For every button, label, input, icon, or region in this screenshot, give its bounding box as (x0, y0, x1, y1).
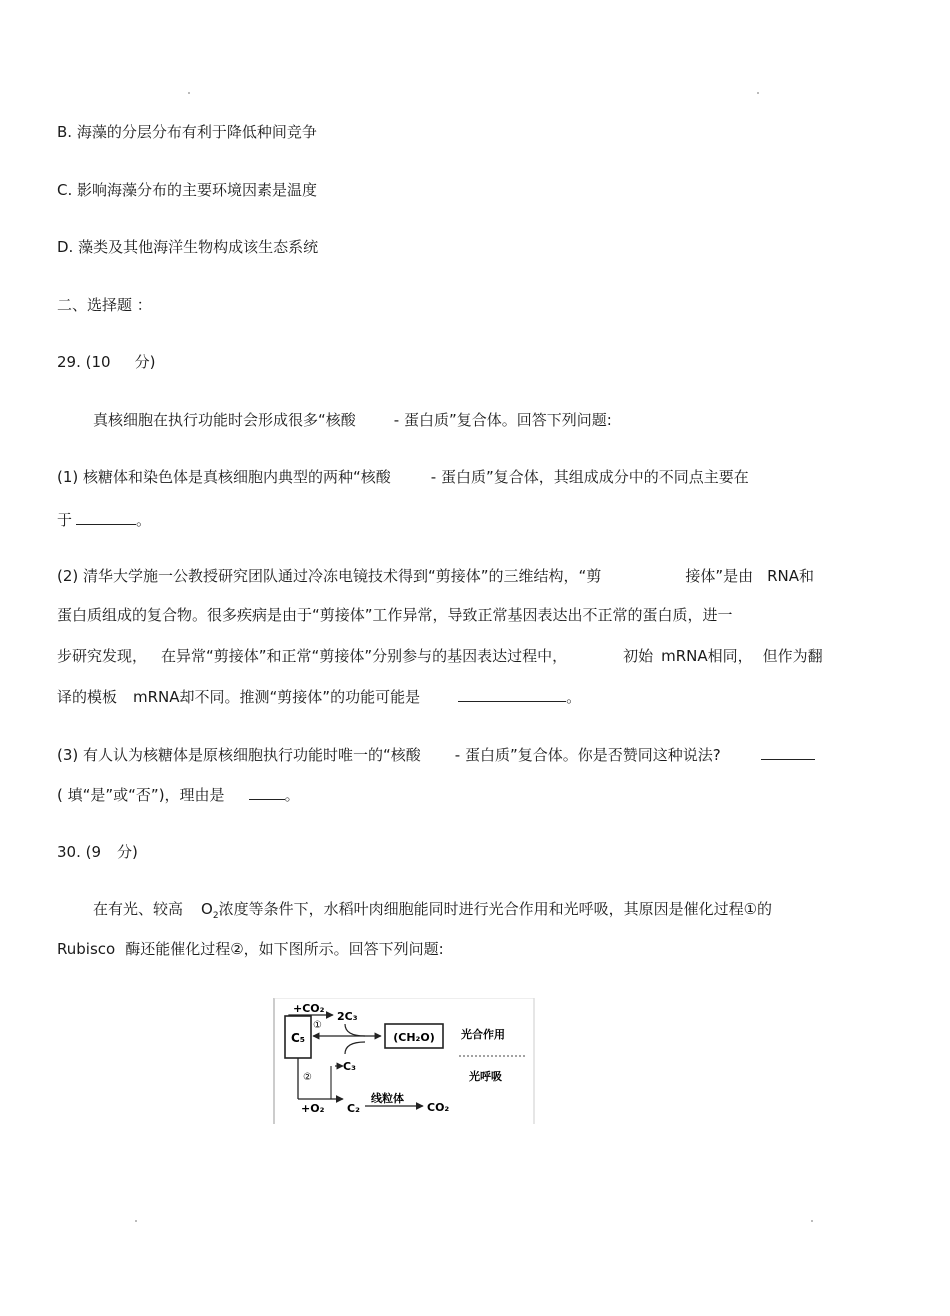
co2-output-label: CO₂ (427, 1101, 450, 1114)
answer-blank[interactable] (249, 785, 285, 800)
ch2o-label: (CH₂O) (393, 1031, 435, 1044)
q29-part2-line3 (57, 646, 823, 666)
q29-number: 29. (10 (57, 353, 111, 371)
scan-speck (757, 92, 759, 94)
q30-header (57, 842, 138, 862)
q29-p2-text-h: mRNA相同， (661, 647, 753, 665)
q30-intro-line2 (57, 939, 444, 959)
c3-to-cycle-curve (345, 1024, 365, 1036)
option-c: C. 影响海藻分布的主要环境因素是温度 (57, 181, 318, 199)
q29-part3-line2 (57, 785, 300, 805)
q29-part2-line1 (57, 566, 814, 586)
q30-rubisco: Rubisco (57, 940, 116, 958)
q29-p3-text-b: - 蛋白质”复合体。你是否赞同这种说法? (454, 746, 721, 764)
legend-photorespiration: 光呼吸 (469, 1070, 502, 1083)
q30-intro-d: 酶还能催化过程②，如下图所示。回答下列问题: (125, 940, 444, 958)
q29-part2-line4 (57, 687, 581, 707)
q29-p1-end: 。 (136, 511, 152, 529)
scan-speck (135, 1220, 137, 1222)
q29-intro (93, 410, 612, 430)
answer-blank[interactable] (458, 687, 566, 702)
q29-part2-line2: 蛋白质组成的复合物。很多疾病是由于“剪接体”工作异常，导致正常基因表达出不正常的蛋白质，进一 (57, 606, 733, 624)
q30-intro-b: 浓度等条件下，水稻叶肉细胞能同时进行光合作用和光呼吸，其原因是催化过程①的 (218, 900, 773, 918)
q29-p2-text-c: RNA和 (767, 567, 815, 585)
q29-points: 分) (134, 353, 156, 371)
q29-intro-part2: - 蛋白质”复合体。回答下列问题: (393, 411, 612, 429)
q30-o2-subscript: 2 (212, 911, 219, 921)
step1-marker: ① (313, 1020, 322, 1031)
legend-photosynthesis: 光合作用 (461, 1028, 505, 1041)
q30-points: 分) (117, 843, 138, 861)
q29-p1-text-a: (1) 核糖体和染色体是真核细胞内典型的两种“核酸 (57, 468, 391, 486)
q29-part1-line2 (57, 510, 151, 530)
option-b: B. 海藻的分层分布有利于降低种间竞争 (57, 123, 317, 141)
mitochondria-label: 线粒体 (371, 1092, 404, 1105)
q29-p3-text-a: (3) 有人认为核糖体是原核细胞执行功能时唯一的“核酸 (57, 746, 421, 764)
c5-label: C₅ (290, 1031, 306, 1045)
q29-part1-line1 (57, 467, 749, 487)
photorespiration-diagram (273, 998, 535, 1124)
q29-p2-text-b: 接体”是由 (685, 567, 754, 585)
q29-p2-text-e: 步研究发现， (57, 647, 148, 665)
q29-p3-text-c: ( 填“是”或“否”)，理由是 (57, 786, 225, 804)
co2-input-label: +CO₂ (293, 1002, 325, 1015)
q29-header (57, 352, 155, 372)
q29-part3-line1 (57, 745, 815, 765)
q30-o2: O (201, 900, 213, 918)
q29-p2-text-k: mRNA却不同。推测“剪接体”的功能可能是 (133, 688, 421, 706)
q29-p1-text-b: - 蛋白质”复合体，其组成成分中的不同点主要在 (430, 468, 749, 486)
q29-p2-text-g: 初始 (623, 647, 654, 665)
o2-input-label: +O₂ (301, 1102, 325, 1115)
option-d: D. 藻类及其他海洋生物构成该生态系统 (57, 238, 319, 256)
q29-p3-end: 。 (284, 786, 300, 804)
q29-p2-text-f: 在异常“剪接体”和正常“剪接体”分别参与的基因表达过程中， (161, 647, 568, 665)
step2-marker: ② (303, 1072, 312, 1083)
answer-blank[interactable] (76, 510, 136, 525)
scan-speck (811, 1220, 813, 1222)
q30-intro-line1 (93, 899, 772, 926)
q29-p2-text-a: (2) 清华大学施一公教授研究团队通过冷冻电镜技术得到“剪接体”的三维结构，“剪 (57, 567, 602, 585)
q29-p2-text-j: 译的模板 (57, 688, 118, 706)
q29-p1-text-c: 于 (57, 511, 73, 529)
section-heading: 二、选择题 ： (57, 296, 152, 314)
q30-number: 30. (9 (57, 843, 102, 861)
c2-label: C₂ (347, 1102, 360, 1115)
c3-mid-label: C₃ (343, 1060, 356, 1073)
c3-top-label: 2C₃ (337, 1010, 358, 1023)
q30-intro-a: 在有光、较高 (93, 900, 184, 918)
c3-mid-curve (345, 1042, 365, 1054)
answer-blank[interactable] (761, 745, 815, 760)
q29-p2-end: 。 (566, 688, 582, 706)
scan-speck (188, 92, 190, 94)
q29-p2-text-i: 但作为翻 (762, 647, 823, 665)
q29-intro-part1: 真核细胞在执行功能时会形成很多“核酸 (93, 411, 356, 429)
